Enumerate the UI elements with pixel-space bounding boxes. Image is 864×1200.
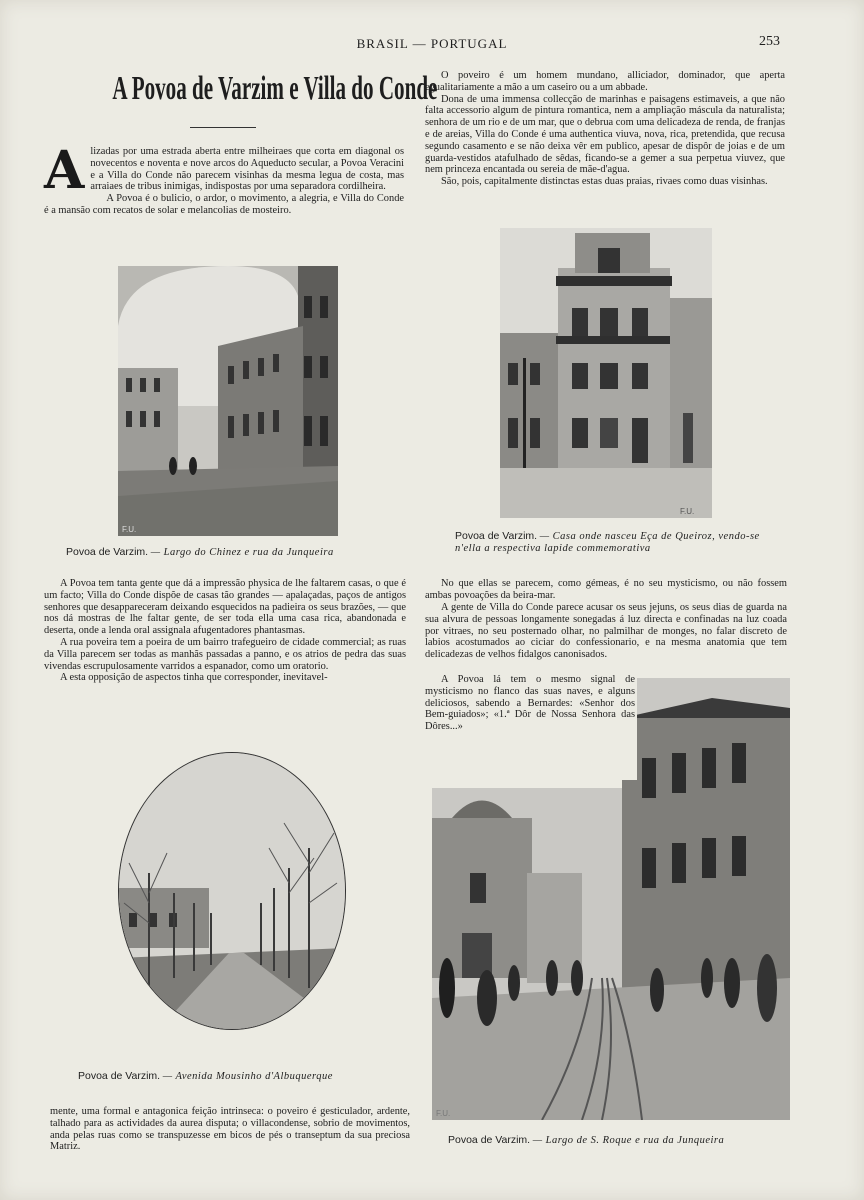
middle-left-text-block (44, 578, 406, 684)
photo-avenida-mousinho (118, 752, 346, 1030)
text-wrap-panel (425, 674, 637, 780)
photo-mark: F.U. (122, 525, 137, 534)
intro-text-block (44, 140, 404, 217)
photo-largo-do-chinez (118, 266, 338, 536)
caption-place: Povoa de Varzim. (455, 530, 538, 542)
running-title: BRASIL — PORTUGAL (356, 36, 508, 51)
caption-figure-2 (455, 530, 775, 555)
article-title: A Povoa de Varzim e Villa do Conde (112, 70, 438, 107)
middle-right-narrow-text (425, 674, 635, 774)
right-paragraph-2: Dona de uma immensa collecção de marinhas e paisagens estimaveis, a que não falta accessorio algum de pintura romantica, nem a ampliação máscula da naturalista; senhora de um rio e de um mar, que o debrua com uma delicadeza de renda, de franjas e de areias, Villa do Conde é uma authentica viuva, nova, rica, pretendida, que recusa segundo casamento e se não deixa vêr em publico, apesar de dispôr de joias e de um guarda-vestidos atafulhado de sêdas, ficando-se a gemer a sua perpetua viuvez, que nem princeza encantada ou sereia de mãe-d'agua. (425, 93, 785, 176)
photo-mark: F.U. (680, 507, 695, 516)
caption-description: — Casa onde nasceu Eça de Queiroz, vendo-se n'ella a respectiva lapide commemorativa (455, 531, 760, 554)
middle-right-paragraph-3: A Povoa lá tem o mesmo signal de mysticismo no flanco das suas naves, e alguns deliciosos, sabendo a Bernardes: «Senhor dos Bem-guiados»; «1.ª Dôr de Nossa Senhora das Dôres...» (425, 674, 635, 733)
middle-right-paragraph-2: A gente de Villa do Conde parece acusar os seus jejuns, os seus dias de guarda na sua alvura de pessoas longamente sonegadas á luz directa e confinadas na luz coada por vitraes, no seu posternado olhar, no palmilhar de monges, no falar discreto de labios acostumados ao ciciar do confessionario, e na mesma anatomia que tem delicadezas de velhos fidalgos canonisados. (425, 602, 787, 661)
photo-mark: F.U. (436, 1109, 451, 1118)
caption-place: Povoa de Varzim. (66, 546, 149, 558)
bottom-left-text-block (50, 1106, 410, 1153)
bottom-left-paragraph-1: mente, uma formal e antagonica feição intrinseca: o poveiro é gesticulador, ardente, talhado para as actividades da aurea disputa; o villacondense, sobrio de movimentos, anda pelas ruas como se transpuzesse em bicos de pés o transeptum da sua preciosa Matriz. (50, 1106, 410, 1153)
caption-figure-3 (78, 1070, 408, 1082)
caption-description: — Largo de S. Roque e rua da Junqueira (532, 1135, 725, 1146)
right-top-text-block (425, 70, 785, 188)
title-divider (190, 127, 256, 128)
caption-figure-1 (66, 546, 406, 558)
caption-place: Povoa de Varzim. (78, 1070, 161, 1082)
caption-place: Povoa de Varzim. (448, 1134, 531, 1146)
caption-description: — Avenida Mousinho d'Albuquerque (162, 1071, 333, 1082)
middle-right-text-block (425, 578, 787, 602)
right-paragraph-1: O poveiro é um homem mundano, alliciador, dominador, que aperta egualitariamente a mão a um caseiro ou a um abbade. (425, 70, 785, 93)
caption-figure-4 (448, 1134, 788, 1146)
drop-cap: A (44, 140, 85, 201)
middle-right-paragraph-1: No que ellas se parecem, como gémeas, é no seu mysticismo, ou não fossem ambas povoações da beira-mar. (425, 578, 787, 601)
intro-paragraph-1: lizadas por uma estrada aberta entre milheiraes que corta em diagonal os novecentos e noventa e nove arcos do Aqueducto secular, a Povoa Veracini e a Villa do Conde não parecem visinhas da mesma legua de costa, mas arraiaes de tribus inimigas, indispostas por uma separadora cordilheira. (90, 146, 404, 193)
middle-left-paragraph-2: A rua poveira tem a poeira de um bairro trafegueiro de cidade commercial; as ruas da Villa parecem ser todas as manhãs passadas a panno, e os atrios de pedra das suas vivendas escrupulosamente varridos a espanador, como um oratorio. (44, 636, 406, 672)
intro-paragraph-2: A Povoa é o bulicio, o ardor, o movimento, a alegria, e Villa do Conde é a mansão com recatos de solar e melancolias de mosteiro. (44, 193, 404, 216)
middle-left-paragraph-3: A esta opposição de aspectos tinha que corresponder, inevitavel- (60, 672, 328, 684)
middle-left-paragraph-1: A Povoa tem tanta gente que dá a impressão physica de lhe faltarem casas, o que é um facto; Villa do Conde dispõe de casas tão grandes — apalaçadas, paços de antigos senhores que desappareceram deixando esquecidos na padieira os seus brazões, — que nos dá mostras de lhe faltar gente, de ser toda ella uma casa rica, abandonada e deserta, onde a lenda oral assignala afugentadores phantasmas. (44, 578, 406, 637)
middle-right-text-wide (425, 602, 787, 674)
right-paragraph-3: São, pois, capitalmente distinctas estas duas praias, rivaes como duas visinhas. (441, 176, 768, 188)
page-number: 253 (759, 34, 780, 49)
caption-description: — Largo do Chinez e rua da Junqueira (150, 547, 334, 558)
photo-casa-eca-de-queiroz (500, 228, 712, 518)
